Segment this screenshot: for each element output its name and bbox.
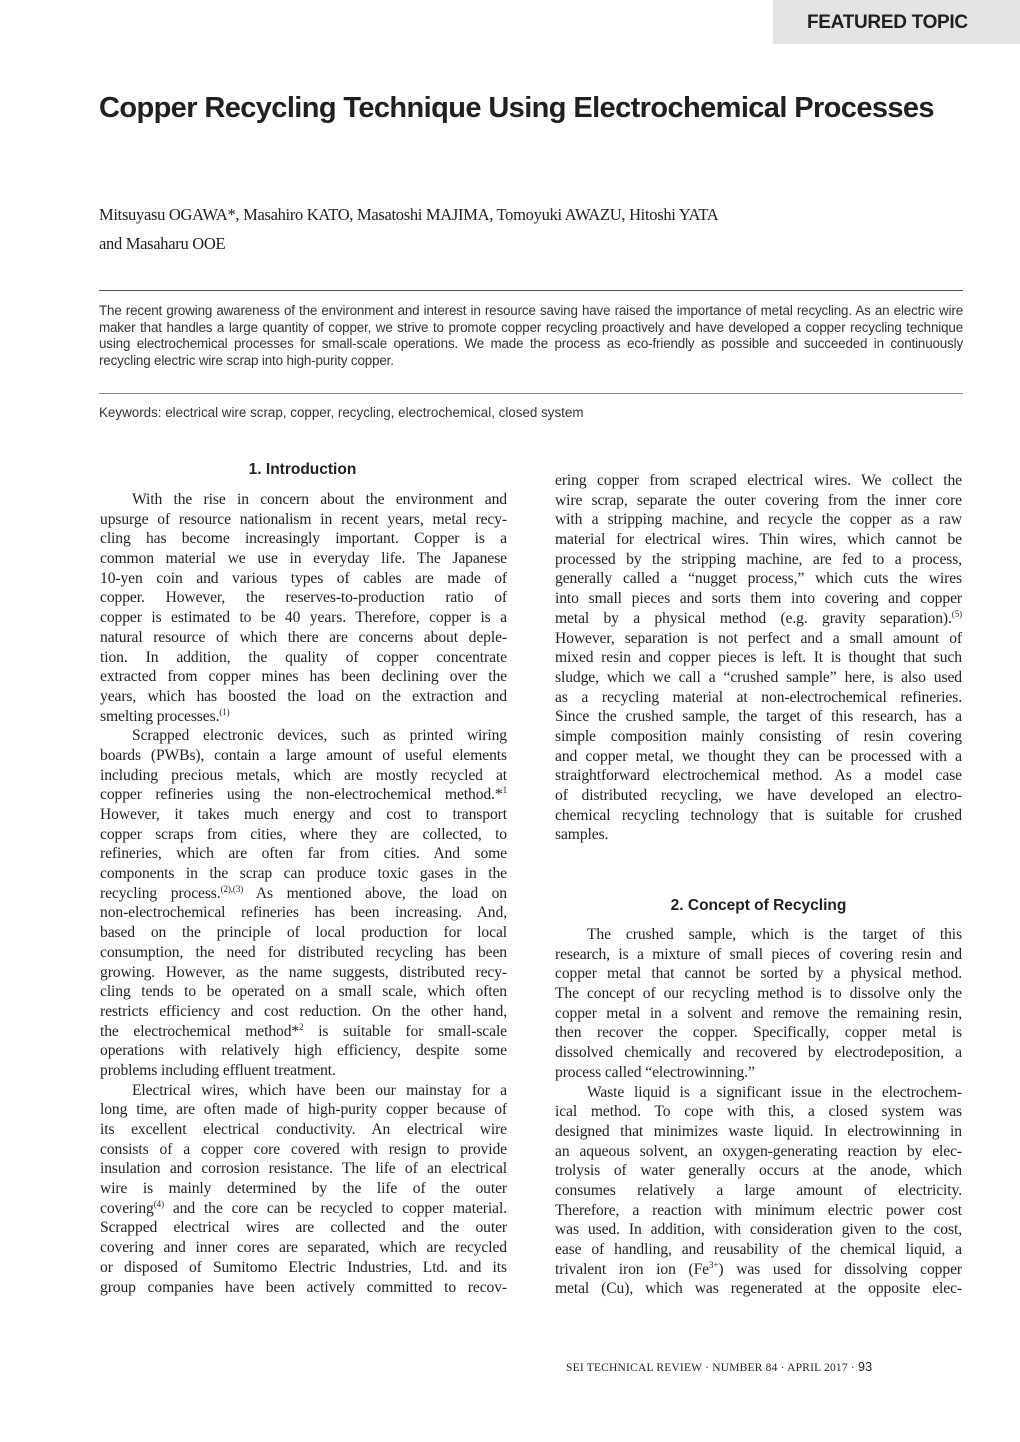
superscript: (1) (219, 706, 230, 717)
text-line: 10-yen coin and various types of cables are made of (100, 569, 507, 587)
text-line: wire is mainly determined by the life of the outer (100, 1180, 507, 1198)
text-line: with a stripping machine, and recycle the copper as a raw (555, 511, 962, 529)
text-line: or disposed of Sumitomo Electric Industries, Ltd. and its (100, 1258, 507, 1276)
text-line: generally called a “nugget process,” which cuts the wires (555, 570, 962, 588)
text-line: Therefore, a reaction with minimum electric power cost (555, 1201, 962, 1219)
right-column-top (555, 471, 962, 845)
text-line: tion. In addition, the quality of copper concentrate (100, 648, 507, 666)
text-line: including precious metals, which are mostly recycled at (100, 766, 507, 784)
text-line: as a recycling material at non-electrochemical refineries. (555, 688, 962, 706)
text-line: copper scraps from cities, where they are collected, to (100, 825, 507, 843)
superscript: (5) (951, 608, 962, 619)
divider-bottom (99, 393, 963, 394)
featured-topic-badge (773, 0, 1020, 44)
superscript: 3+ (709, 1259, 719, 1270)
text-line: wire scrap, separate the outer covering from the inner core (555, 491, 962, 509)
authors (99, 200, 979, 258)
text-line: was used. In addition, with consideration given to the cost, (555, 1221, 962, 1239)
text-line: Since the crushed sample, the target of this research, has a (555, 708, 962, 726)
text-line: cling has become increasingly important. Copper is a (100, 530, 507, 548)
text-line: group companies have been actively committed to recov- (100, 1278, 507, 1296)
text-line: copper refineries using the non-electrochemical method.*$^1$ (100, 785, 507, 804)
superscript: (2),(3) (220, 883, 244, 894)
section-2-heading: 2. Concept of Recycling (670, 897, 847, 914)
text-line: metal (Cu), which was regenerated at the opposite elec- (555, 1280, 962, 1298)
text-line: smelting processes.$^{(1)}$ (100, 706, 230, 725)
text-line: However, it takes much energy and cost to transport (100, 806, 507, 823)
text-line: chemical recycling technology that is suitable for crushed (555, 806, 962, 824)
text-line: copper is estimated to be 40 years. Therefore, copper is a (100, 609, 507, 627)
text-line: and copper metal, we thought they can be processed with a (555, 747, 962, 765)
text-line: process called “electrowinning.” (555, 1063, 755, 1081)
text-line: consumption, the need for distributed recycling has been (100, 943, 507, 961)
text-line: sludge, which we call a “crushed sample” here, is also used (555, 668, 962, 686)
text-line: refineries, which are often far from cities. And some (100, 845, 507, 863)
superscript: 2 (299, 1021, 304, 1032)
text-line: processed by the stripping machine, are fed to a process, (555, 550, 962, 568)
authors-line-1: Mitsuyasu OGAWA*, Masahiro KATO, Masatoshi MAJIMA, Tomoyuki AWAZU, Hitoshi YATA (99, 205, 719, 224)
text-line: Scrapped electrical wires are collected and the outer (100, 1219, 507, 1237)
divider-top (99, 290, 963, 291)
text-line: simple composition mainly consisting of resin covering (555, 727, 962, 745)
text-line: cling tends to be operated on a small scale, which often (100, 983, 507, 1001)
text-line: into small pieces and sorts them into covering and copper (555, 590, 962, 608)
keywords: Keywords: electrical wire scrap, copper, recycling, electrochemical, closed system (99, 405, 584, 420)
journal-info: SEI TECHNICAL REVIEW · NUMBER 84 · APRIL 2017 · (566, 1362, 855, 1374)
text-line: Waste liquid is a significant issue in the electrochem- (587, 1083, 962, 1101)
text-line: upsurge of resource nationalism in recent years, metal recy- (100, 510, 507, 528)
text-line: problems including effluent treatment. (100, 1061, 336, 1079)
text-line: an aqueous solvent, an oxygen-generating reaction by elec- (555, 1142, 962, 1160)
text-line: the electrochemical method*$^2$ is suitable for small-scale (100, 1021, 507, 1040)
text-line: boards (PWBs), contain a large amount of useful elements (100, 746, 507, 764)
text-line: metal by a physical method (e.g. gravity separation).$^{(5)}$ (555, 608, 962, 627)
page-number: 93 (857, 1360, 873, 1374)
text-line: insulation and corrosion resistance. The life of an electrical (100, 1160, 507, 1178)
text-line: designed that minimizes waste liquid. In electrowinning in (555, 1122, 962, 1140)
text-line: covering$^{(4)}$ and the core can be recycled to copper material. (100, 1198, 507, 1217)
text-line: consists of a copper core covered with resign to provide (100, 1140, 507, 1158)
text-line: based on the principle of local production for local (100, 924, 507, 942)
text-line: copper metal in a solvent and remove the remaining resin, (555, 1004, 962, 1022)
section-1-heading: 1. Introduction (248, 461, 357, 478)
text-line: consumes relatively a large amount of electricity. (555, 1181, 962, 1199)
text-line: components in the scrap can produce toxic gases in the (100, 865, 507, 883)
text-line: ease of handling, and reusability of the chemical liquid, a (555, 1241, 962, 1258)
abstract: The recent growing awareness of the environment and interest in resource saving have raised the importance of metal recycling. As an electric wire maker that handles a large quantity of copper, we strive to promote copper recycling proactively and have developed a copper recycling technique using electrochemical processes for small-scale operations. We made the process as eco-friendly as possible and succeeded in continuously recycling electric wire scrap into high-purity copper. (99, 303, 963, 368)
text-line: However, separation is not perfect and a small amount of (555, 629, 962, 647)
text-line: material for electrical wires. Thin wires, which cannot be (555, 531, 962, 549)
badge-label: FEATURED TOPIC (807, 12, 968, 33)
text-line: recycling process.$^{(2),(3)}$ As mentioned above, the load on (100, 883, 507, 902)
text-line: operations with relatively high efficiency, despite some (100, 1042, 507, 1060)
page-footer (566, 1360, 872, 1374)
article-title: Copper Recycling Technique Using Electrochemical Processes (99, 92, 934, 124)
text-line: extracted from copper mines has been declining over the (100, 668, 507, 686)
superscript: 1 (502, 785, 507, 796)
text-line: The concept of our recycling method is to dissolve only the (555, 985, 962, 1003)
authors-line-2: and Masaharu OOE (99, 234, 226, 253)
text-line: covering and inner cores are separated, which are recycled (100, 1239, 507, 1257)
text-line: dissolved chemically and recovered by electrodeposition, a (555, 1044, 962, 1062)
text-line: non-electrochemical refineries has been increasing. And, (100, 904, 507, 922)
text-line: Scrapped electronic devices, such as printed wiring (132, 727, 507, 745)
text-line: its excellent electrical conductivity. An electrical wire (100, 1121, 507, 1138)
text-line: common material we use in everyday life. The Japanese (100, 550, 507, 568)
text-line: copper metal that cannot be sorted by a physical method. (555, 965, 962, 983)
text-line: restricts efficiency and cost reduction. On the other hand, (100, 1002, 507, 1020)
left-column (100, 490, 507, 1297)
text-line: The crushed sample, which is the target of this (587, 926, 962, 943)
text-line: With the rise in concern about the environment and (132, 491, 507, 508)
text-line: trivalent iron ion $(Fe^{3+})$ was used for dissolving copper (555, 1259, 962, 1278)
text-line: research, is a mixture of small pieces of covering resin and (555, 945, 962, 963)
right-column-bottom (555, 925, 962, 1299)
text-line: then recover the copper. Specifically, copper metal is (555, 1024, 962, 1042)
text-line: Electrical wires, which have been our mainstay for a (132, 1081, 507, 1099)
text-line: ical method. To cope with this, a closed system was (555, 1103, 962, 1121)
text-line: ering copper from scraped electrical wires. We collect the (555, 472, 962, 489)
text-line: samples. (555, 826, 609, 844)
superscript: (4) (153, 1198, 164, 1209)
text-line: mixed resin and copper pieces is left. It is thought that such (555, 649, 962, 667)
text-line: natural resource of which there are concerns about deple- (100, 628, 507, 646)
text-line: straightforward electrochemical method. As a model case (555, 767, 962, 785)
text-line: growing. However, as the name suggests, distributed recy- (100, 963, 507, 981)
text-line: of distributed recycling, we have developed an electro- (555, 787, 962, 804)
text-line: years, which has boosted the load on the extraction and (100, 687, 507, 705)
text-line: trolysis of water generally occurs at the anode, which (555, 1162, 962, 1180)
text-line: long time, are often made of high-purity copper because of (100, 1101, 507, 1119)
text-line: copper. However, the reserves-to-production ratio of (100, 589, 507, 607)
